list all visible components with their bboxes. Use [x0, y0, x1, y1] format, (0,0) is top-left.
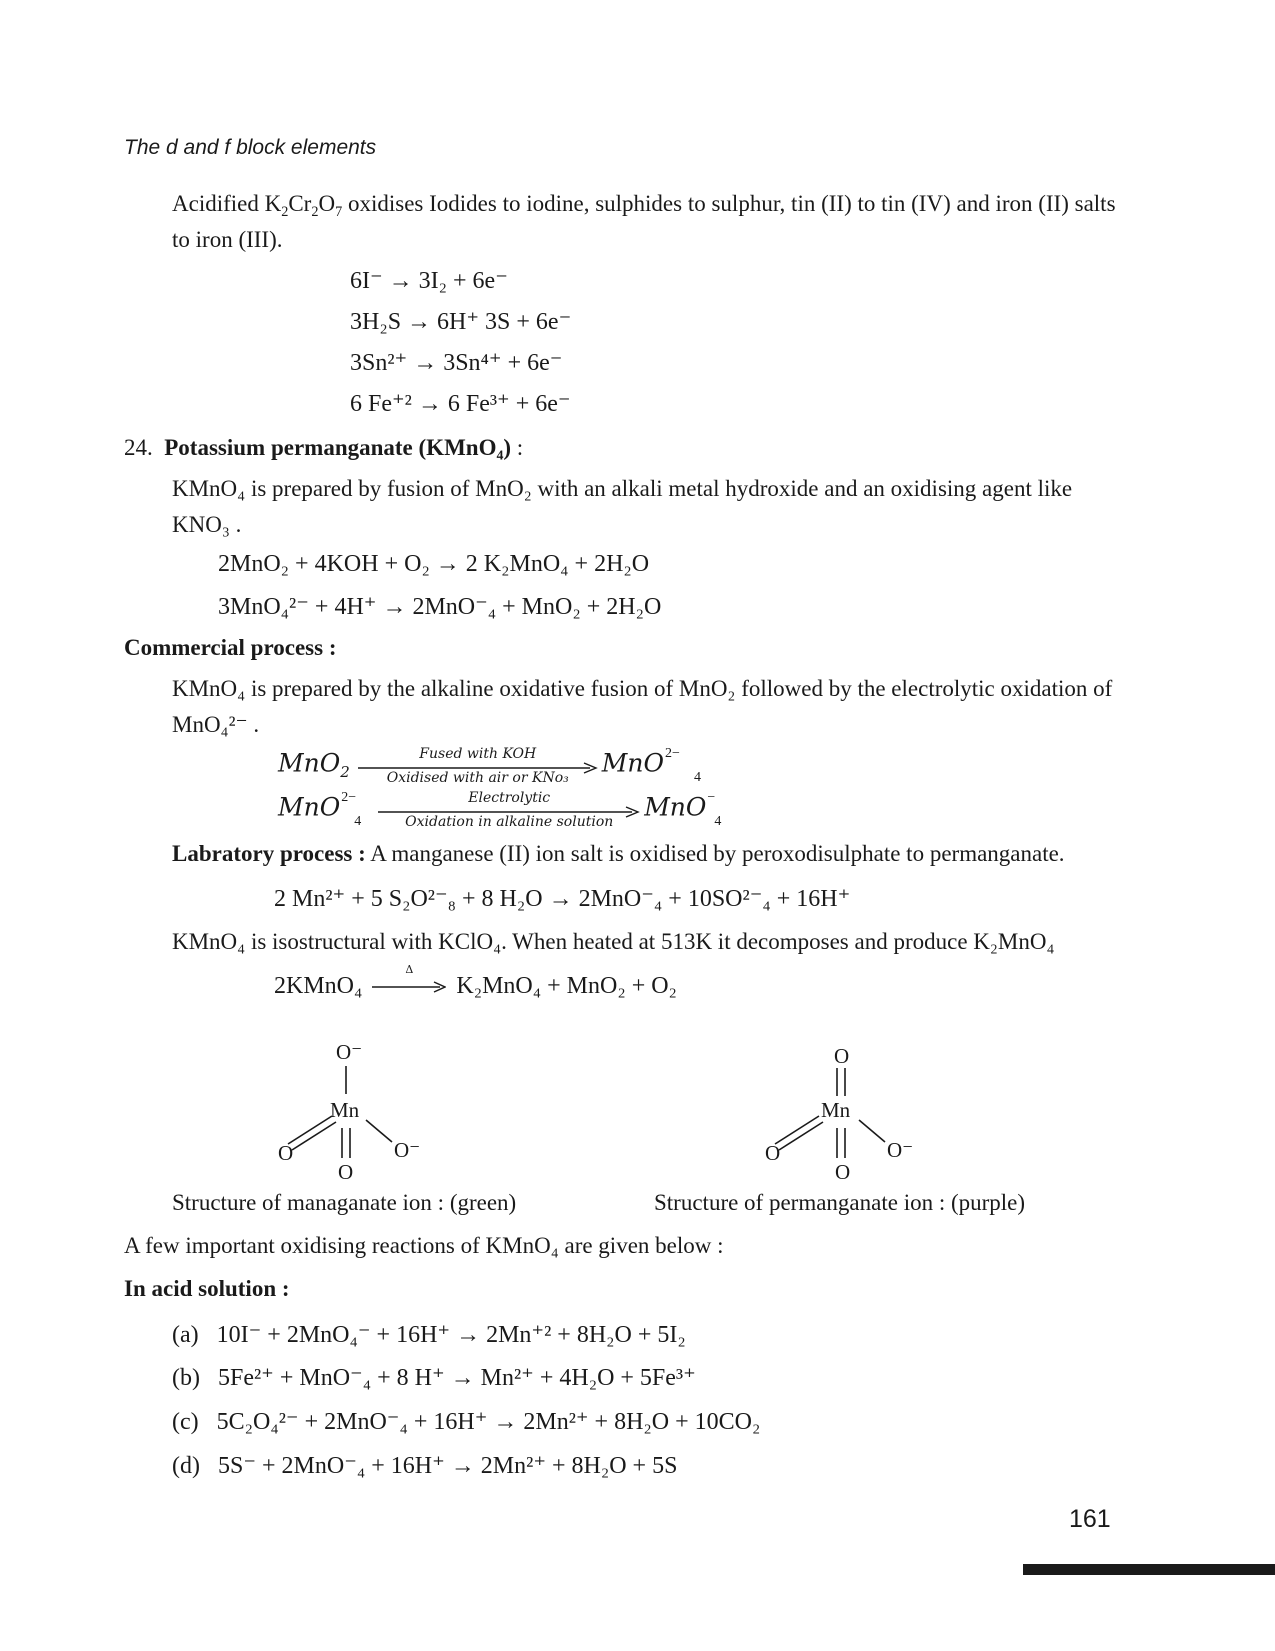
intro-line-2: to iron (III).	[172, 227, 283, 252]
delta-label: Δ	[405, 963, 414, 977]
arrow-label-above: Fused with KOH	[419, 746, 537, 762]
acid-reaction-d: (d) 5S⁻ + 2MnO⁻₄ + 16H⁺ → 2Mn²⁺ + 8H₂O + 5S	[172, 1453, 678, 1479]
half-reaction-2: 3H₂S → 6H⁺ 3S + 6e⁻	[350, 309, 572, 335]
lab-process: Labratory process : A manganese (II) ion salt is oxidised by peroxodisulphate to permanganate.	[172, 841, 1065, 866]
reactions-intro: A few important oxidising reactions of KMnO₄ are given below :	[124, 1233, 724, 1258]
commercial-line-2: MnO₄²⁻ .	[172, 712, 260, 737]
oxygen-top: O⁻	[336, 1040, 363, 1064]
manganese-center: Mn	[821, 1098, 851, 1122]
half-reaction-3: 3Sn²⁺ → 3Sn⁴⁺ + 6e⁻	[350, 350, 563, 376]
footer-bar	[1023, 1564, 1275, 1575]
section-24-heading: 24. Potassium permanganate (KMnO₄) :	[124, 435, 524, 460]
arrow-label-below: Oxidised with air or KNo₃	[386, 770, 569, 786]
oxygen-top: O	[834, 1044, 850, 1068]
commercial-heading: Commercial process :	[124, 635, 337, 660]
manganate-caption: Structure of managanate ion : (green)	[172, 1190, 517, 1215]
arrow-label-below: Oxidation in alkaline solution	[405, 814, 614, 830]
acid-heading: In acid solution :	[124, 1276, 290, 1301]
prep-equation-2: 3MnO₄²⁻ + 4H⁺ → 2MnO⁻₄ + MnO₂ + 2H₂O	[218, 594, 662, 620]
arrow-label-above: Electrolytic	[468, 790, 551, 806]
oxygen-left: O	[278, 1141, 294, 1165]
permanganate-structure	[765, 1038, 925, 1183]
oxygen-right: O⁻	[887, 1138, 914, 1162]
isostructural-text: KMnO₄ is isostructural with KClO₄. When heated at 513K it decomposes and produce K₂MnO₄	[172, 929, 1055, 954]
acid-reaction-c: (c) 5C₂O₄²⁻ + 2MnO⁻₄ + 16H⁺ → 2Mn²⁺ + 8H₂O + 10CO₂	[172, 1409, 761, 1435]
running-header: The d and f block elements	[124, 136, 377, 159]
oxygen-right: O⁻	[394, 1138, 421, 1162]
half-reaction-4: 6 Fe⁺² → 6 Fe³⁺ + 6e⁻	[350, 391, 571, 417]
acid-reaction-b: (b) 5Fe²⁺ + MnO⁻₄ + 8 H⁺ → Mn²⁺ + 4H₂O + 5Fe³⁺	[172, 1365, 696, 1391]
prep-line-1: KMnO₄ is prepared by fusion of MnO₂ with an alkali metal hydroxide and an oxidising agent like	[172, 476, 1073, 501]
commercial-equation-2: MnO 2− 4 Electrolytic Oxidation in alkaline solution MnO − 4	[278, 789, 722, 830]
manganese-center: Mn	[330, 1098, 360, 1122]
half-reaction-1: 6I⁻ → 3I₂ + 6e⁻	[350, 268, 508, 294]
manganate-structure	[270, 1038, 430, 1183]
permanganate-caption: Structure of permanganate ion : (purple)	[654, 1190, 1026, 1215]
intro-line-1: Acidified $K_2Cr_2O_7$ oxidises Iodides to iodine, sulphides to sulphur, tin (II) to tin (IV) and iron (II) salts	[172, 191, 1116, 220]
reaction-arrow	[372, 981, 446, 993]
oxygen-bottom: O	[338, 1160, 354, 1184]
prep-equation-1: 2MnO₂ + 4KOH + O₂ → 2 K₂MnO₄ + 2H₂O	[218, 551, 650, 577]
lab-equation: 2 Mn²⁺ + 5 S₂O²⁻₈ + 8 H₂O → 2MnO⁻₄ + 10SO²⁻₄ + 16H⁺	[274, 886, 851, 912]
commercial-equation-1: MnO$_2$ Fused with KOH Oxidised with air or KNo₃ MnO 2− 4	[278, 745, 701, 786]
oxygen-left: O	[765, 1141, 781, 1165]
commercial-line-1: KMnO₄ is prepared by the alkaline oxidative fusion of MnO₂ followed by the electrolytic oxidation of	[172, 676, 1113, 701]
page-number: 161	[1069, 1505, 1111, 1533]
oxygen-bottom: O	[835, 1160, 851, 1184]
decomposition-equation: 2KMnO₄ Δ K₂MnO₄ + MnO₂ + O₂	[274, 963, 677, 999]
acid-reaction-a: (a) 10I⁻ + 2MnO₄⁻ + 16H⁺ → 2Mn⁺² + 8H₂O + 5I₂	[172, 1322, 686, 1348]
prep-line-2: KNO₃ .	[172, 512, 242, 537]
